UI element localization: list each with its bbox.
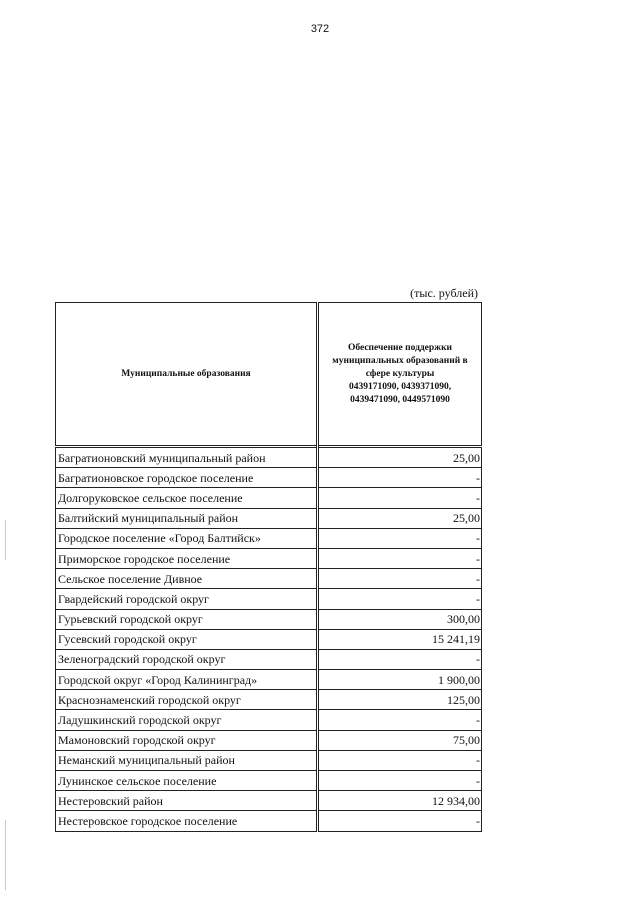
funding-value: 25,00 — [318, 508, 482, 528]
municipality-name: Долгоруковское сельское поселение — [56, 488, 318, 508]
page-number: 372 — [310, 23, 330, 35]
column-header-codes: 0439171090, 0439371090, 0439471090, 0449571090 — [348, 381, 452, 405]
municipality-name: Багратионовское городское поселение — [56, 468, 318, 488]
table-row — [56, 730, 482, 750]
funding-value: - — [318, 710, 482, 730]
funding-value: - — [318, 771, 482, 791]
table-row — [56, 468, 482, 488]
municipality-name: Ладушкинский городской округ — [56, 710, 318, 730]
municipality-name: Краснознаменский городской округ — [56, 690, 318, 710]
table-row — [56, 609, 482, 629]
funding-value: - — [318, 569, 482, 589]
municipality-name: Приморское городское поселение — [56, 548, 318, 568]
funding-value: - — [318, 488, 482, 508]
municipal-funding-table — [55, 302, 482, 832]
table-row — [56, 569, 482, 589]
funding-value: - — [318, 548, 482, 568]
table-row — [56, 589, 482, 609]
column-header-culture-support — [318, 303, 482, 447]
table-row — [56, 629, 482, 649]
table-row — [56, 791, 482, 811]
table-row — [56, 710, 482, 730]
municipality-name: Городской округ «Город Калининград» — [56, 670, 318, 690]
table-row — [56, 447, 482, 468]
municipality-name: Лунинское сельское поселение — [56, 771, 318, 791]
table-body — [56, 447, 482, 832]
table-row — [56, 690, 482, 710]
funding-value: - — [318, 811, 482, 831]
funding-value: - — [318, 750, 482, 770]
funding-value: - — [318, 649, 482, 669]
funding-value: 12 934,00 — [318, 791, 482, 811]
table-row — [56, 488, 482, 508]
funding-value: 15 241,19 — [318, 629, 482, 649]
municipality-name: Гурьевский городской округ — [56, 609, 318, 629]
table-row — [56, 750, 482, 770]
funding-value: 75,00 — [318, 730, 482, 750]
table-row — [56, 670, 482, 690]
municipality-name: Гусевский городской округ — [56, 629, 318, 649]
table-row — [56, 771, 482, 791]
municipality-name: Гвардейский городской округ — [56, 589, 318, 609]
funding-value: 1 900,00 — [318, 670, 482, 690]
funding-value: 300,00 — [318, 609, 482, 629]
column-header-description: Обеспечение поддержки муниципальных образований в сфере культуры — [332, 342, 468, 379]
municipality-name: Багратионовский муниципальный район — [56, 447, 318, 468]
funding-value: - — [318, 528, 482, 548]
scan-edge-line — [5, 820, 6, 890]
municipality-name: Неманский муниципальный район — [56, 750, 318, 770]
funding-value: 25,00 — [318, 447, 482, 468]
table-row — [56, 528, 482, 548]
municipality-name: Зеленоградский городской округ — [56, 649, 318, 669]
municipality-name: Городское поселение «Город Балтийск» — [56, 528, 318, 548]
scan-edge-line — [5, 520, 6, 560]
municipality-name: Нестеровское городское поселение — [56, 811, 318, 831]
table-row — [56, 811, 482, 831]
column-header-municipalities: Муниципальные образования — [56, 303, 318, 447]
municipality-name: Нестеровский район — [56, 791, 318, 811]
funding-value: - — [318, 589, 482, 609]
municipality-name: Сельское поселение Дивное — [56, 569, 318, 589]
units-note: (тыс. рублей) — [410, 286, 478, 300]
table-row — [56, 508, 482, 528]
municipality-name: Мамоновский городской округ — [56, 730, 318, 750]
funding-value: - — [318, 468, 482, 488]
table-row — [56, 548, 482, 568]
municipality-name: Балтийский муниципальный район — [56, 508, 318, 528]
funding-value: 125,00 — [318, 690, 482, 710]
table-row — [56, 649, 482, 669]
